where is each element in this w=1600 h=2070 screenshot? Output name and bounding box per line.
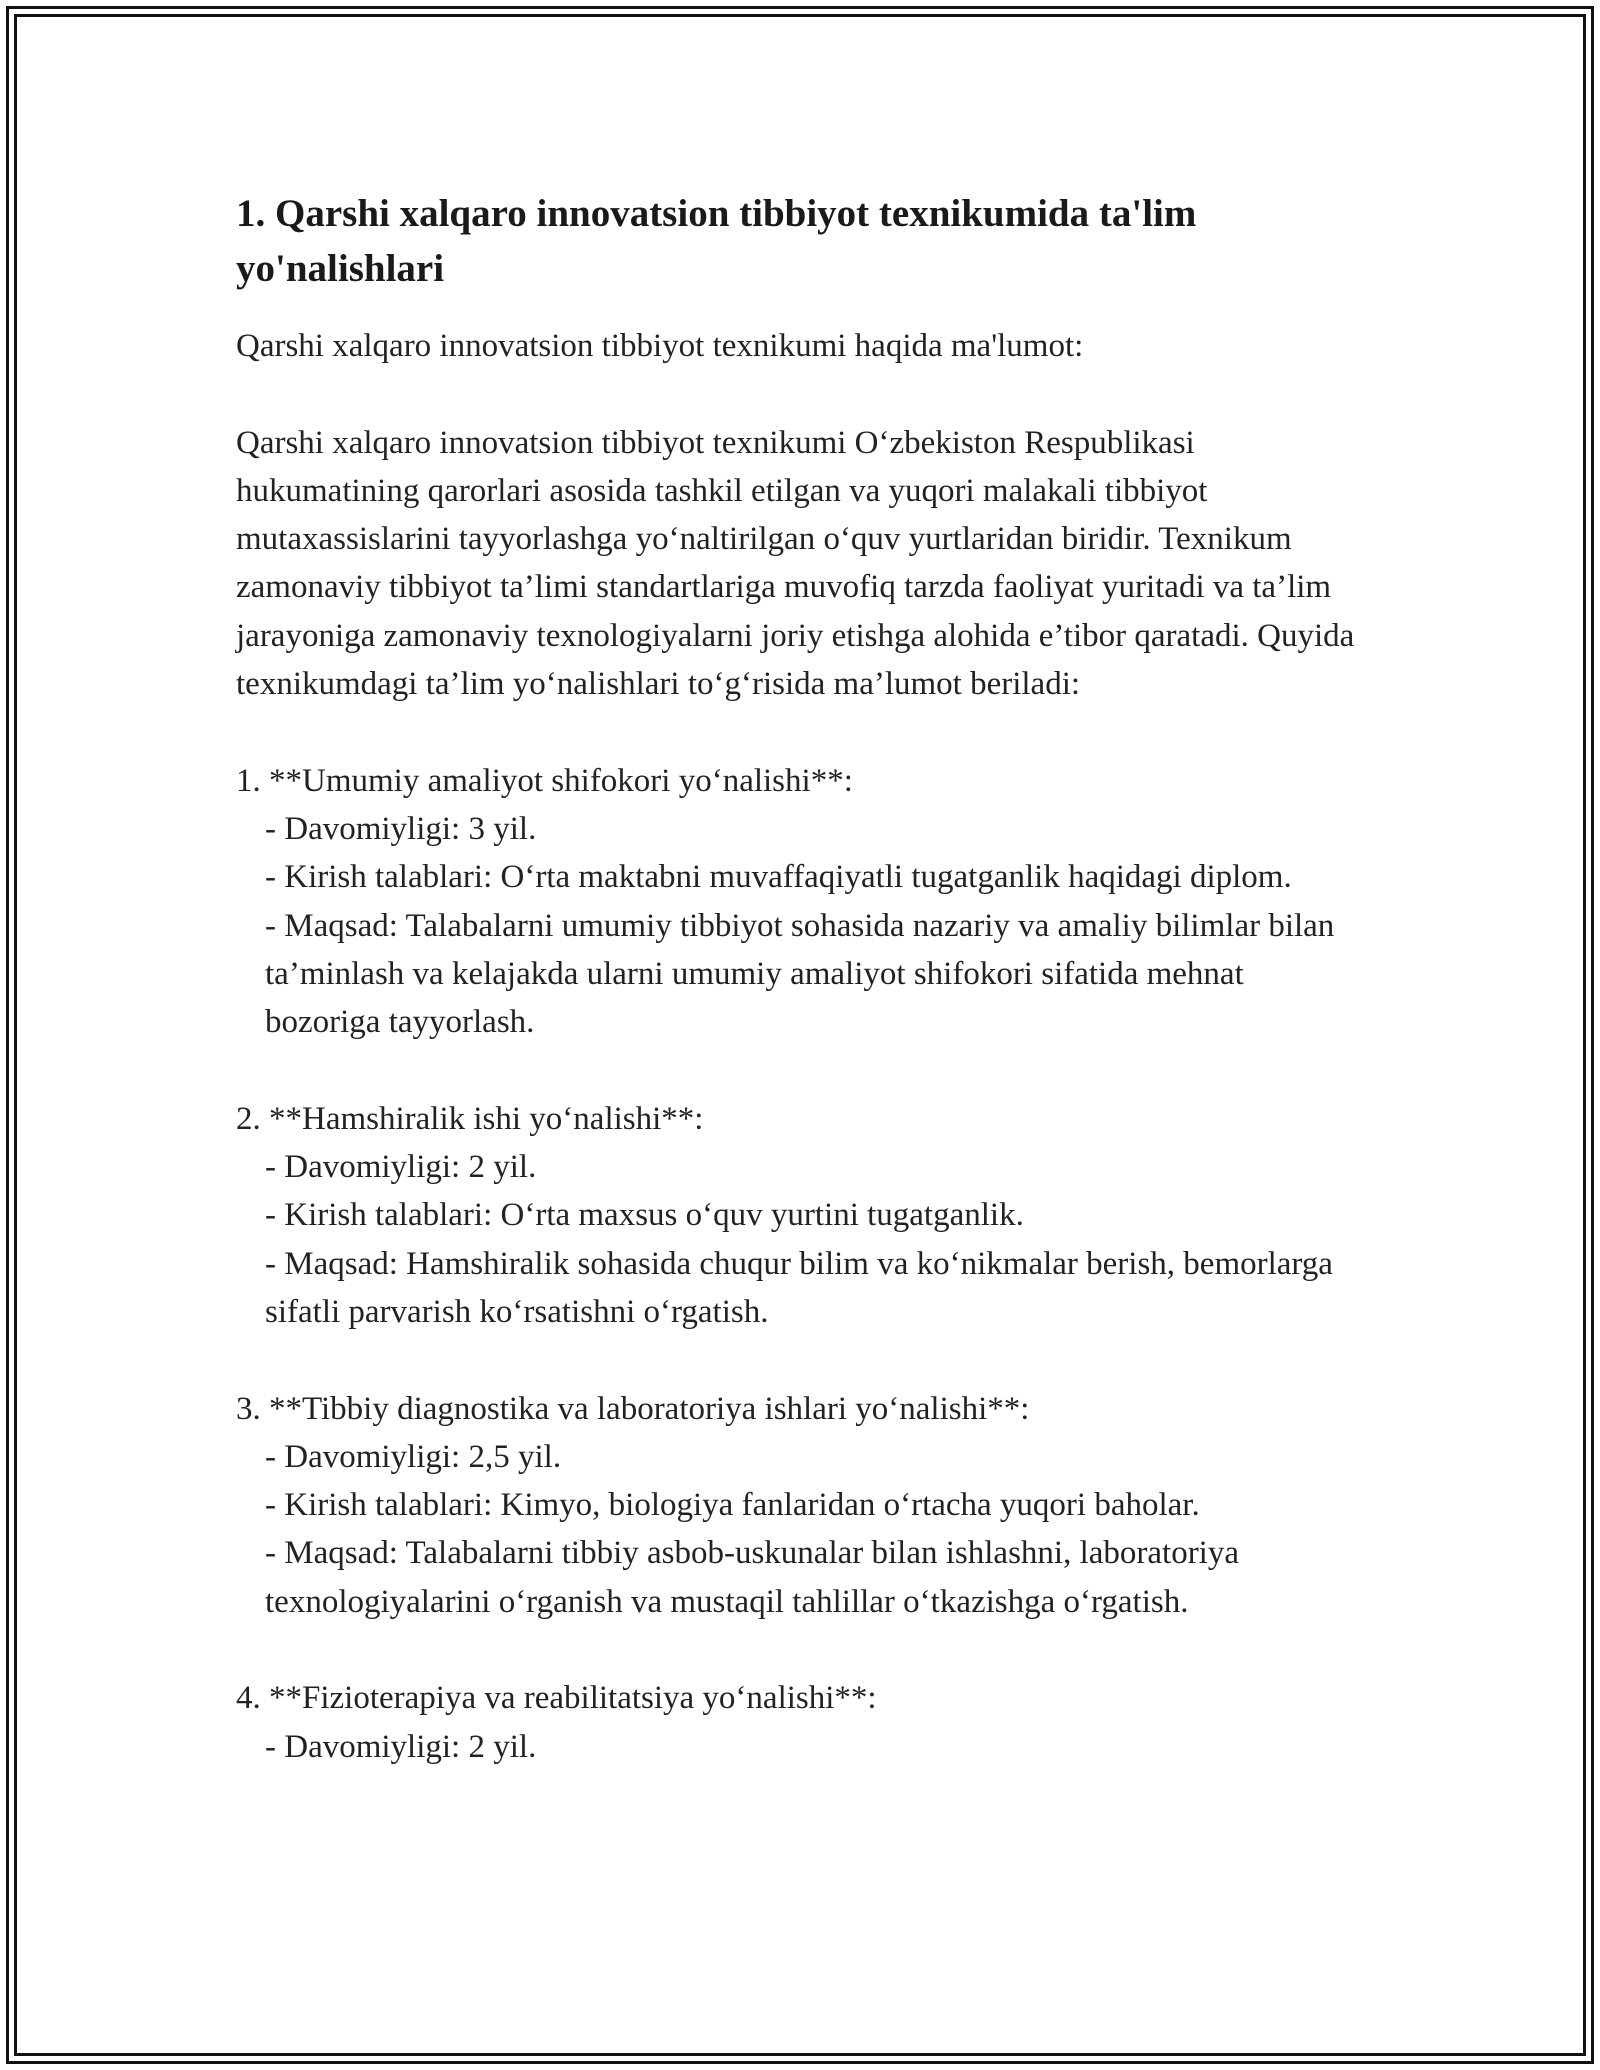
section-duration: - Davomiyligi: 2 yil. [265, 1149, 537, 1186]
spacer [236, 1046, 1366, 1094]
spacer [236, 1626, 1366, 1674]
intro-heading: Qarshi xalqaro innovatsion tibbiyot texnikumi haqida ma'lumot: [236, 328, 1084, 364]
section-goal: - Maqsad: Talabalarni tibbiy asbob-uskunalar bilan ishlashni, laboratoriya texnologiyalarini o‘rganish va mustaqil tahlillar o‘tkazishga o‘rgatish. [265, 1535, 1239, 1620]
document-title: 1. Qarshi xalqaro innovatsion tibbiyot texnikumida ta'lim yo'nalishlari [236, 192, 1197, 290]
section-requirements: - Kirish talablari: O‘rta maktabni muvaffaqiyatli tugatganlik haqidagi diplom. [265, 859, 1292, 896]
section-heading: 4. **Fizioterapiya va reabilitatsiya yo‘nalishi**: [236, 1680, 877, 1717]
document-body [236, 186, 1366, 1771]
section-4 [236, 1674, 1366, 1771]
section-goal: - Maqsad: Hamshiralik sohasida chuqur bilim va ko‘nikmalar berish, bemorlarga sifatli parvarish ko‘rsatishni o‘rgatish. [265, 1245, 1333, 1330]
section-3 [236, 1385, 1366, 1626]
section-duration: - Davomiyligi: 3 yil. [265, 810, 537, 847]
section-heading: 2. **Hamshiralik ishi yo‘nalishi**: [236, 1100, 704, 1137]
section-requirements: - Kirish talablari: O‘rta maxsus o‘quv yurtini tugatganlik. [265, 1197, 1024, 1234]
intro-paragraph: Qarshi xalqaro innovatsion tibbiyot texnikumi O‘zbekiston Respublikasi hukumatining qarorlari asosida tashkil etilgan va yuqori malakali tibbiyot mutaxassislarini tayyorlashga yo‘naltirilgan o‘quv yurtlaridan biridir. Texnikum zamonaviy tibbiyot ta’limi standartlariga muvofiq tarzda faoliyat yuritadi va ta’lim jarayoniga zamonaviy texnologiyalarni joriy etishga alohida e’tibor qaratadi. Quyida texnikumdagi ta’lim yo‘nalishlari to‘g‘risida ma’lumot beriladi: [236, 424, 1363, 703]
section-1 [236, 757, 1366, 1047]
section-duration: - Davomiyligi: 2,5 yil. [265, 1438, 562, 1475]
section-duration: - Davomiyligi: 2 yil. [265, 1728, 537, 1765]
section-2 [236, 1095, 1366, 1336]
section-heading: 3. **Tibbiy diagnostika va laboratoriya ishlari yo‘nalishi**: [236, 1390, 1030, 1427]
section-heading: 1. **Umumiy amaliyot shifokori yo‘nalishi**: [236, 762, 853, 799]
section-goal: - Maqsad: Talabalarni umumiy tibbiyot sohasida nazariy va amaliy bilimlar bilan ta’minlash va kelajakda ularni umumiy amaliyot shifokori sifatida mehnat bozoriga tayyorlash. [265, 907, 1335, 1041]
spacer [236, 370, 1366, 418]
section-requirements: - Kirish talablari: Kimyo, biologiya fanlaridan o‘rtacha yuqori baholar. [265, 1487, 1200, 1524]
spacer [236, 708, 1366, 756]
spacer [236, 1336, 1366, 1384]
